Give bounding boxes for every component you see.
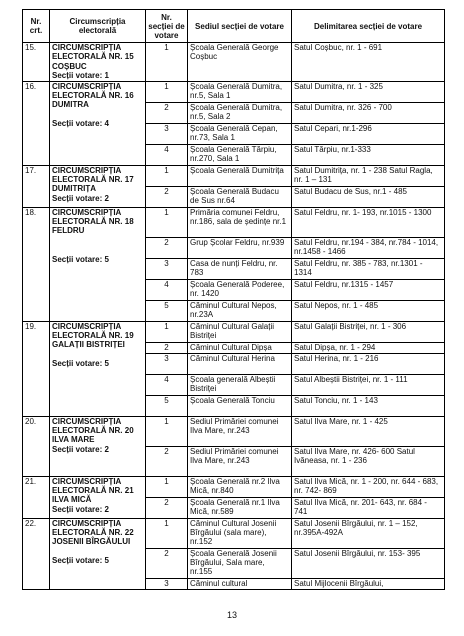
section-number: 1: [146, 321, 188, 342]
section-number: 1: [146, 43, 188, 82]
section-seat: Școala Generală Dumitrița: [188, 165, 292, 186]
section-seat: Școala Generală Cepan, nr.73, Sala 1: [188, 123, 292, 144]
sections-count-label: Secții votare: 4: [52, 119, 109, 129]
section-delimitation: Satul Josenii Bîrgăului, nr. 1 – 152, nr.395A-492A: [292, 518, 445, 548]
section-seat: Grup Școlar Feldru, nr.939: [188, 237, 292, 258]
section-delimitation: Satul Mijlocenii Bîrgăului,: [292, 578, 445, 589]
table-row: [23, 81, 445, 102]
circumscription-cell: [50, 81, 146, 165]
section-seat: Școala Generală Poderee, nr. 1420: [188, 279, 292, 300]
section-number: 3: [146, 578, 188, 589]
circumscription-cell: [50, 165, 146, 207]
row-number: 18.: [23, 207, 50, 321]
sections-count-label: Secții votare: 1: [52, 71, 109, 81]
circumscription-cell: [50, 518, 146, 589]
table-row: [23, 476, 445, 497]
sections-count-label: Secții votare: 5: [52, 359, 109, 369]
circumscription-cell: [50, 207, 146, 321]
section-delimitation: Satul Feldru, nr. 385 - 783, nr.1301 - 1314: [292, 258, 445, 279]
table-row: [23, 321, 445, 342]
header-nr: Nr. crt.: [23, 10, 50, 43]
section-delimitation: Satul Feldru, nr.1315 - 1457: [292, 279, 445, 300]
section-number: 4: [146, 374, 188, 395]
sections-count-label: Secții votare: 5: [52, 556, 109, 566]
section-number: 4: [146, 279, 188, 300]
section-seat: Școala Generală Dumitra, nr.5, Sala 2: [188, 102, 292, 123]
table-row: [23, 165, 445, 186]
circumscription-cell: [50, 416, 146, 476]
section-seat: Școala Generală Tonciu: [188, 395, 292, 416]
section-seat: Școala Generală nr.2 Ilva Mică, nr.840: [188, 476, 292, 497]
section-seat: Sediul Primăriei comunei Ilva Mare, nr.243: [188, 416, 292, 446]
section-delimitation: Satul Dumitra, nr. 1 - 325: [292, 81, 445, 102]
section-number: 3: [146, 123, 188, 144]
section-number: 5: [146, 395, 188, 416]
table-row: [23, 207, 445, 237]
header-delimitation: Delimitarea secției de votare: [292, 10, 445, 43]
page-number: 13: [226, 610, 237, 620]
section-delimitation: Satul Albeștii Bistriței, nr. 1 - 111: [292, 374, 445, 395]
section-number: 3: [146, 353, 188, 374]
header-section-number: Nr. secției de votare: [146, 10, 188, 43]
section-seat: Căminul cultural: [188, 578, 292, 589]
section-delimitation: Satul Coșbuc, nr. 1 - 691: [292, 43, 445, 82]
row-number: 17.: [23, 165, 50, 207]
table-body: [23, 43, 445, 590]
table-row: [23, 43, 445, 82]
section-seat: Școala generală Albeștii Bistriței: [188, 374, 292, 395]
table-header-row: [23, 10, 445, 43]
row-number: 22.: [23, 518, 50, 589]
section-seat: Căminul Cultural Galații Bistriței: [188, 321, 292, 342]
section-delimitation: Satul Tărpiu, nr.1-333: [292, 144, 445, 165]
section-delimitation: Satul Feldru, nr. 1- 193, nr.1015 - 1300: [292, 207, 445, 237]
section-delimitation: Satul Josenii Bîrgăului, nr. 153- 395: [292, 548, 445, 578]
circumscription-title: CIRCUMSCRIPȚIA ELECTORALĂ NR. 17 DUMITRIȚA: [52, 165, 134, 194]
section-delimitation: Satul Ilva Mare, nr. 426- 600 Satul Ivăneasa, nr. 1 - 236: [292, 446, 445, 476]
section-seat: Școala Generală nr.1 Ilva Mică, nr.589: [188, 497, 292, 518]
circumscription-cell: [50, 321, 146, 416]
section-number: 2: [146, 446, 188, 476]
circumscription-title: CIRCUMSCRIPȚIA ELECTORALĂ NR. 15 COȘBUC: [52, 43, 134, 71]
table-row: [23, 416, 445, 446]
section-delimitation: Satul Ilva Mare, nr. 1 - 425: [292, 416, 445, 446]
section-delimitation: Satul Cepari, nr.1-296: [292, 123, 445, 144]
section-number: 1: [146, 81, 188, 102]
row-number: 15.: [23, 43, 50, 82]
section-seat: Căminul Cultural Dipșa: [188, 342, 292, 353]
section-delimitation: Satul Herina, nr. 1 - 216: [292, 353, 445, 374]
section-number: 2: [146, 186, 188, 207]
section-seat: Căminul Cultural Herina: [188, 353, 292, 374]
row-number: 16.: [23, 81, 50, 165]
sections-count-label: Secții votare: 2: [52, 193, 109, 203]
table-row: [23, 518, 445, 548]
section-delimitation: Satul Dumitrița, nr. 1 - 238 Satul Ragla, nr. 1 – 131: [292, 165, 445, 186]
section-seat: Primăria comunei Feldru, nr.186, sala de ședințe nr.1: [188, 207, 292, 237]
section-number: 1: [146, 476, 188, 497]
sections-count-label: Secții votare: 5: [52, 254, 109, 264]
row-number: 21.: [23, 476, 50, 518]
circumscription-title: CIRCUMSCRIPȚIA ELECTORALĂ NR. 20 ILVA MARE: [52, 416, 134, 445]
header-circumscription: Circumscripția electorală: [50, 10, 146, 43]
sections-count-label: Secții votare: 2: [52, 444, 109, 454]
section-delimitation: Satul Dipșa, nr. 1 - 294: [292, 342, 445, 353]
row-number: 19.: [23, 321, 50, 416]
row-number: 20.: [23, 416, 50, 476]
section-delimitation: Satul Tonciu, nr. 1 - 143: [292, 395, 445, 416]
circumscription-title: CIRCUMSCRIPȚIA ELECTORALĂ NR. 18 FELDRU: [52, 207, 134, 236]
section-number: 2: [146, 548, 188, 578]
circumscription-title: CIRCUMSCRIPȚIA ELECTORALĂ NR. 19 GALAȚII BISTRIȚEI: [52, 321, 134, 350]
section-delimitation: Satul Nepos, nr. 1 - 485: [292, 300, 445, 321]
section-number: 2: [146, 237, 188, 258]
section-seat: Școala Generală Budacu de Sus nr.64: [188, 186, 292, 207]
section-number: 5: [146, 300, 188, 321]
section-delimitation: Satul Galații Bistriței, nr. 1 - 306: [292, 321, 445, 342]
section-seat: Școala Generală Tărpiu, nr.270, Sala 1: [188, 144, 292, 165]
section-number: 1: [146, 518, 188, 548]
polling-stations-table: [22, 9, 445, 590]
circumscription-cell: [50, 43, 146, 82]
section-number: 1: [146, 165, 188, 186]
section-delimitation: Satul Budacu de Sus, nr.1 - 485: [292, 186, 445, 207]
section-number: 1: [146, 416, 188, 446]
section-seat: Școala Generală Dumitra, nr.5, Sala 1: [188, 81, 292, 102]
circumscription-cell: [50, 476, 146, 518]
circumscription-title: CIRCUMSCRIPȚIA ELECTORALĂ NR. 16 DUMITRA: [52, 81, 134, 110]
circumscription-title: CIRCUMSCRIPȚIA ELECTORALĂ NR. 21 ILVA MICĂ: [52, 476, 134, 505]
section-seat: Căminul Cultural Josenii Bîrgăului (sala mare), nr.152: [188, 518, 292, 548]
section-delimitation: Satul Ilva Mică, nr. 201- 643, nr. 684 - 741: [292, 497, 445, 518]
circumscription-title: CIRCUMSCRIPȚIA ELECTORALĂ NR. 22 JOSENII BÎRGĂULUI: [52, 518, 134, 547]
section-number: 2: [146, 342, 188, 353]
section-seat: Casa de nunți Feldru, nr. 783: [188, 258, 292, 279]
section-number: 4: [146, 144, 188, 165]
section-seat: Căminul Cultural Nepos, nr.23A: [188, 300, 292, 321]
section-delimitation: Satul Ilva Mică, nr. 1 - 200, nr. 644 - 683, nr. 742- 869: [292, 476, 445, 497]
section-number: 2: [146, 497, 188, 518]
section-delimitation: Satul Dumitra, nr. 326 - 700: [292, 102, 445, 123]
section-delimitation: Satul Feldru, nr.194 - 384, nr.784 - 1014, nr.1458 - 1466: [292, 237, 445, 258]
section-seat: Școala Generală George Coșbuc: [188, 43, 292, 82]
section-seat: Sediul Primăriei comunei Ilva Mare, nr.243: [188, 446, 292, 476]
section-number: 1: [146, 207, 188, 237]
section-number: 2: [146, 102, 188, 123]
sections-count-label: Secții votare: 2: [52, 504, 109, 514]
section-number: 3: [146, 258, 188, 279]
header-section-seat: Sediul secției de votare: [188, 10, 292, 43]
section-seat: Școala Generală Josenii Bîrgăului, Sala mare, nr.155: [188, 548, 292, 578]
